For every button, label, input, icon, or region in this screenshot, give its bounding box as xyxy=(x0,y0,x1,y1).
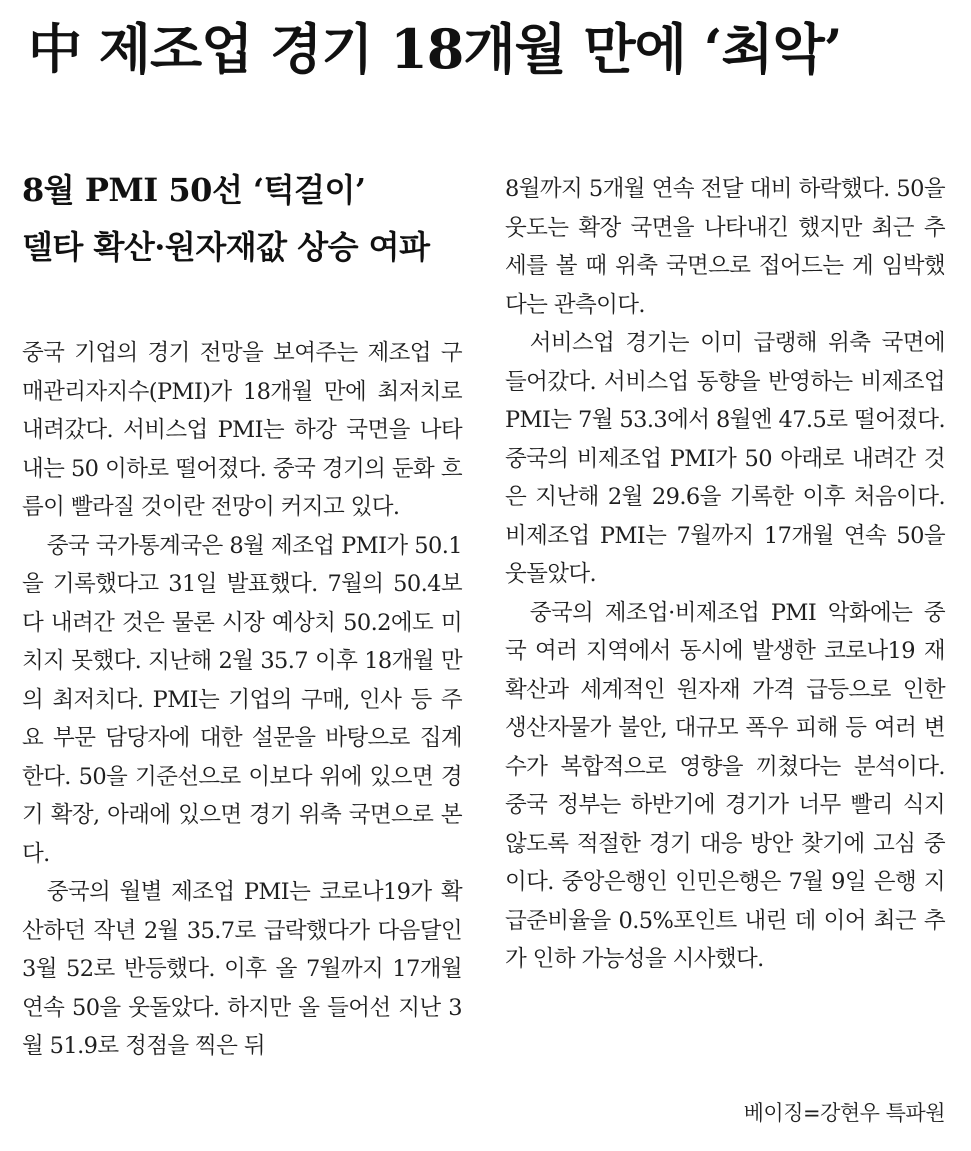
subheadline-secondary: 델타 확산·원자재값 상승 여파 xyxy=(22,228,430,266)
article-left-column xyxy=(22,334,462,1066)
body-paragraph-1: 중국 기업의 경기 전망을 보여주는 제조업 구매관리자지수(PMI)가 18개월 만에 최저치로 내려갔다. 서비스업 PMI는 하강 국면을 나타내는 50 이하로 떨어졌다. 중국 경기의 둔화 흐름이 빨라질 것이란 전망이 커지고 있다. xyxy=(22,340,462,520)
body-paragraph-3: 중국의 월별 제조업 PMI는 코로나19가 확산하던 작년 2월 35.7로 급락했다가 다음달인 3월 52로 반등했다. 이후 올 7월까지 17개월 연속 50을 웃돌았다. 하지만 올 들어선 지난 3월 51.9로 정점을 찍은 뒤 xyxy=(22,879,462,1059)
body-paragraph-4: 서비스업 경기는 이미 급랭해 위축 국면에 들어갔다. 서비스업 동향을 반영하는 비제조업 PMI는 7월 53.3에서 8월엔 47.5로 떨어졌다. 중국의 비제조업 PMI가 50 아래로 내려간 것은 지난해 2월 29.6을 기록한 이후 처음이다. 비제조업 PMI는 7월까지 17개월 연속 50을 웃돌았다. xyxy=(505,330,945,587)
body-paragraph-2: 중국 국가통계국은 8월 제조업 PMI가 50.1을 기록했다고 31일 발표했다. 7월의 50.4보다 내려간 것은 물론 시장 예상치 50.2에도 미치지 못했다. 지난해 2월 35.7 이후 18개월 만의 최저치다. PMI는 기업의 구매, 인사 등 주요 부문 담당자에 대한 설문을 바탕으로 집계한다. 50을 기준선으로 이보다 위에 있으면 경기 확장, 아래에 있으면 경기 위축 국면으로 본다. xyxy=(22,532,462,867)
body-paragraph-5: 중국의 제조업·비제조업 PMI 악화에는 중국 여러 지역에서 동시에 발생한 코로나19 재확산과 세계적인 원자재 가격 급등으로 인한 생산자물가 불안, 대규모 폭우 피해 등 여러 변수가 복합적으로 영향을 끼쳤다는 분석이다. 중국 정부는 하반기에 경기가 너무 빨리 식지 않도록 적절한 경기 대응 방안 찾기에 고심 중이다. 중앙은행인 인민은행은 7월 9일 은행 지급준비율을 0.5%포인트 내린 데 이어 최근 추가 인하 가능성을 시사했다. xyxy=(505,599,945,972)
body-paragraph-3-continued: 8월까지 5개월 연속 전달 대비 하락했다. 50을 웃도는 확장 국면을 나타내긴 했지만 최근 추세를 볼 때 위축 국면으로 접어드는 게 임박했다는 관측이다. xyxy=(505,176,945,318)
byline: 베이징=강현우 특파원 xyxy=(743,1101,945,1125)
subheadline-primary: 8월 PMI 50선 ‘턱걸이’ xyxy=(22,171,366,209)
article-right-column xyxy=(505,170,945,979)
headline: 中 제조업 경기 18개월 만에 ‘최악’ xyxy=(28,17,842,81)
